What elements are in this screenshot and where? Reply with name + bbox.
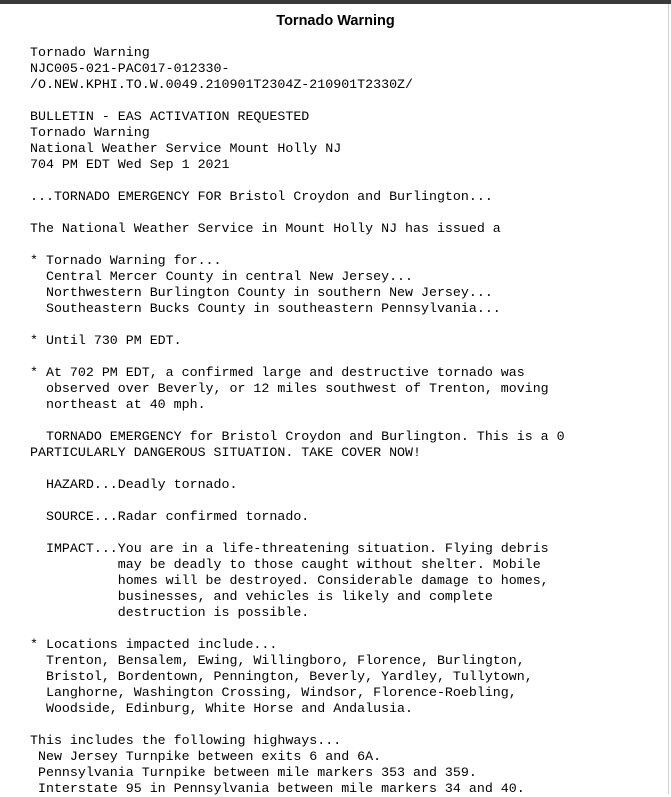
window-top-border (0, 0, 671, 4)
right-edge-border (668, 4, 669, 794)
warning-bulletin-text: Tornado Warning NJC005-021-PAC017-012330- /O.NEW.KPHI.TO.W.0049.210901T2304Z-210901T2330Z/ BULLETIN - EAS ACTIVATION REQUESTED Tornado Warning National Weather Service Mount Holly NJ 704 PM EDT Wed Sep 1 2021 ...TORNADO EMERGENCY FOR Bristol Croydon and Burlington... The National Weather Service in Mount Holly NJ has issued a * Tornado Warning for... Central Mercer County in central New Jersey... Northwestern Burlington County in southern New Jersey... Southeastern Bucks County in southeastern Pennsylvania... * Until 730 PM EDT. * At 702 PM EDT, a confirmed large and destructive tornado was observed over Beverly, or 12 miles southwest of Trenton, moving northeast at 40 mph. TORNADO EMERGENCY for Bristol Croydon and Burlington. This is a 0 PARTICULARLY DANGEROUS SITUATION. TAKE COVER NOW! HAZARD...Deadly tornado. SOURCE...Radar confirmed tornado. IMPACT...You are in a life-threatening situation. Flying debris may be deadly to those caught without shelter. Mobile homes will be destroyed. Considerable damage to homes, businesses, and vehicles is likely and complete destruction is possible. * Locations impacted include... Trenton, Bensalem, Ewing, Willingboro, Florence, Burlington, Bristol, Bordentown, Pennington, Beverly, Yardley, Tullytown, Langhorne, Washington Crossing, Windsor, Florence-Roebling, Woodside, Edinburg, White Horse and Andalusia. This includes the following highways... New Jersey Turnpike between exits 6 and 6A. Pennsylvania Turnpike between mile markers 353 and 359. Interstate 95 in Pennsylvania between mile markers 34 and 40. (30, 45, 565, 796)
page-title: Tornado Warning (276, 13, 395, 29)
